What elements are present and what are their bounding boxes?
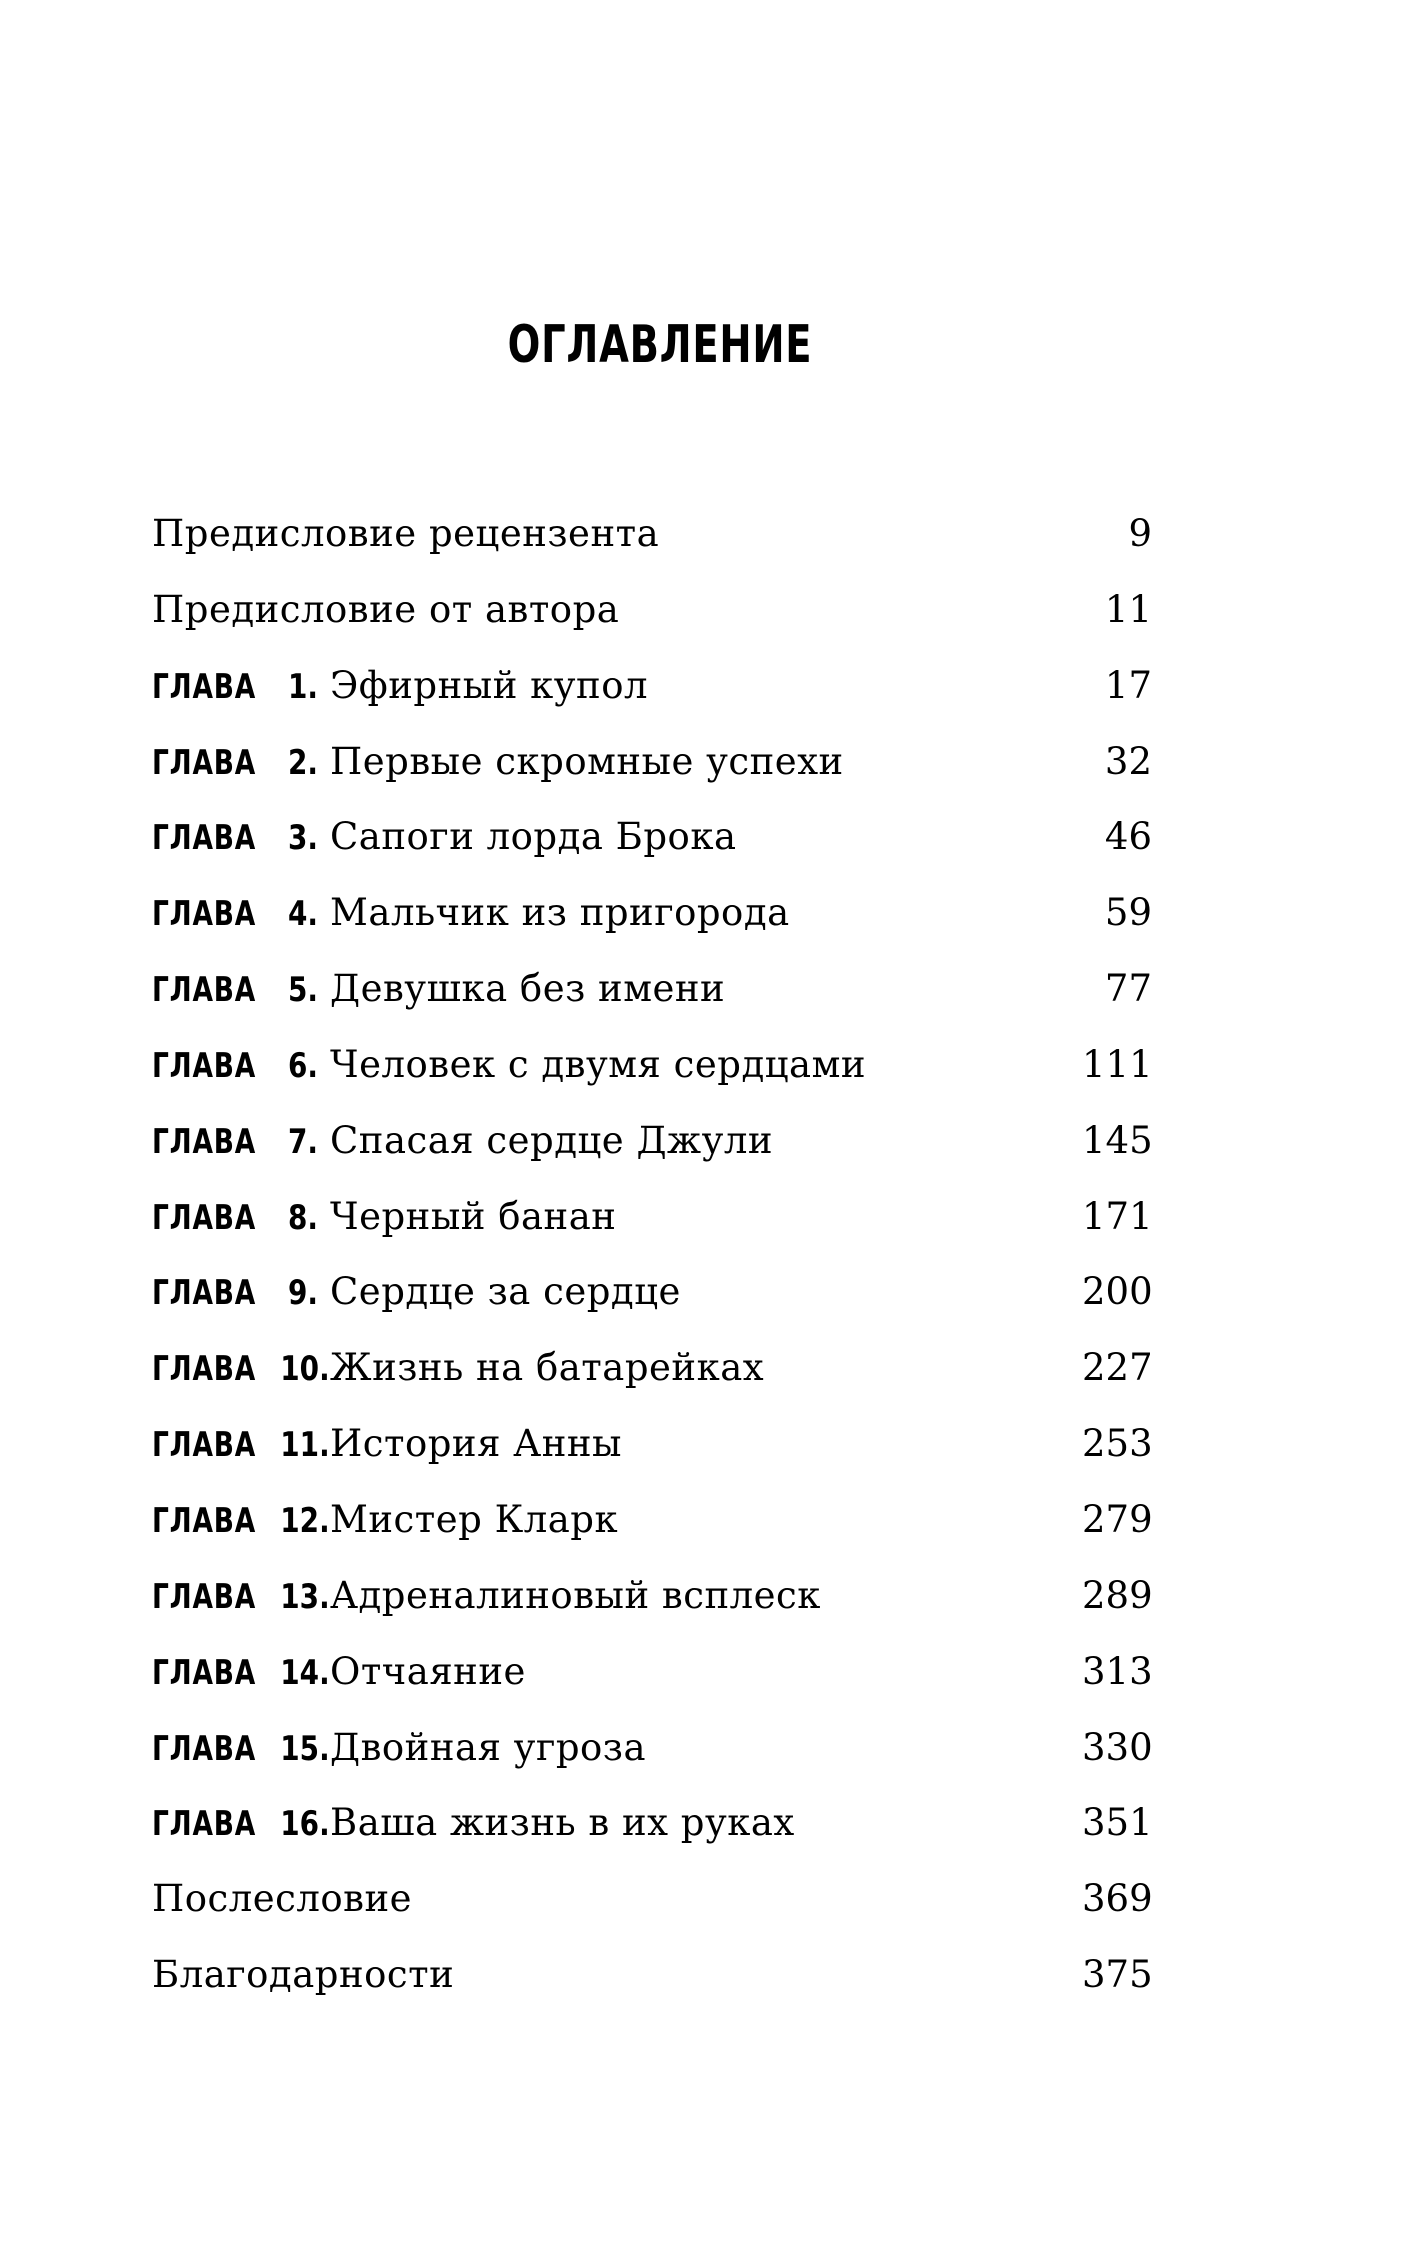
entry-title: Жизнь на батарейках: [330, 1346, 765, 1390]
chapter-label: ГЛАВА: [152, 1652, 257, 1693]
entry-title: Двойная угроза: [330, 1725, 647, 1769]
chapter-number: 5.: [288, 970, 318, 1011]
dot-leader: [850, 773, 1074, 774]
page-number: 369: [1082, 1877, 1153, 1921]
entry-title: Отчаяние: [330, 1649, 526, 1693]
chapter-label: ГЛАВА: [152, 1197, 257, 1238]
entry-title: Эфирный купол: [330, 663, 648, 707]
toc-entry[interactable]: [152, 1634, 1152, 1710]
page-number: 279: [1082, 1497, 1153, 1541]
chapter-label: ГЛАВА: [152, 1728, 257, 1769]
entry-title: История Анны: [330, 1422, 622, 1466]
chapter-label: ГЛАВА: [152, 1045, 257, 1086]
toc-entry[interactable]: [152, 1179, 1152, 1255]
dot-leader: [872, 1076, 1074, 1077]
chapter-number: 1.: [288, 666, 318, 707]
dot-leader: [652, 1759, 1074, 1760]
dot-leader: [770, 1379, 1074, 1380]
toc-entry[interactable]: [152, 1710, 1152, 1786]
page-number: 313: [1082, 1649, 1153, 1693]
chapter-label: ГЛАВА: [152, 1425, 257, 1466]
dot-leader: [801, 1834, 1074, 1835]
chapter-label: ГЛАВА: [152, 666, 257, 707]
page-title: ОГЛАВЛЕНИЕ: [507, 315, 813, 375]
page-number: 227: [1082, 1346, 1153, 1390]
entry-title: Сердце за сердце: [330, 1270, 681, 1314]
chapter-number: 12.: [280, 1500, 330, 1541]
dot-leader: [625, 621, 1074, 622]
entry-title: Ваша жизнь в их руках: [330, 1801, 795, 1845]
entry-title: Человек с двумя сердцами: [330, 1042, 867, 1086]
page-number: 11: [1104, 587, 1152, 631]
chapter-number: 15.: [280, 1728, 330, 1769]
chapter-label: ГЛАВА: [152, 1349, 257, 1390]
dot-leader: [622, 1228, 1074, 1229]
dot-leader: [779, 1152, 1074, 1153]
toc-entry[interactable]: [152, 1937, 1152, 2013]
page-number: 9: [1128, 512, 1152, 555]
entry-title: Спасая сердце Джули: [330, 1118, 774, 1162]
dot-leader: [418, 1910, 1074, 1911]
chapter-number: 14.: [280, 1652, 330, 1693]
entry-title: Мистер Кларк: [330, 1497, 619, 1541]
entry-title: Адреналиновый всплеск: [330, 1573, 821, 1617]
page-number: 17: [1104, 663, 1152, 707]
page-number: 46: [1104, 815, 1152, 859]
page-number: 200: [1082, 1270, 1153, 1314]
dot-leader: [532, 1683, 1074, 1684]
dot-leader: [827, 1607, 1074, 1608]
toc-entry[interactable]: [152, 1558, 1152, 1634]
chapter-number: 2.: [288, 742, 318, 783]
entry-title: Девушка без имени: [330, 967, 726, 1011]
dot-leader: [743, 848, 1074, 849]
toc-entry[interactable]: [152, 1330, 1152, 1406]
entry-title: Предисловие рецензента: [152, 512, 660, 555]
dot-leader: [460, 1986, 1074, 1987]
page-number: 375: [1082, 1953, 1153, 1997]
page-number: 145: [1082, 1118, 1153, 1162]
page-number: 351: [1082, 1801, 1153, 1845]
toc-list: [152, 496, 1152, 2013]
page-number: 32: [1104, 739, 1152, 783]
toc-entry[interactable]: [152, 951, 1152, 1027]
toc-entry[interactable]: [152, 1482, 1152, 1558]
toc-entry[interactable]: [152, 572, 1152, 648]
chapter-number: 6.: [288, 1045, 318, 1086]
chapter-number: 16.: [280, 1804, 330, 1845]
chapter-number: 13.: [280, 1576, 330, 1617]
chapter-number: 11.: [280, 1425, 330, 1466]
entry-title: Черный банан: [330, 1194, 617, 1238]
page-number: 289: [1082, 1573, 1153, 1617]
chapter-number: 8.: [288, 1197, 318, 1238]
page-number: 253: [1082, 1422, 1153, 1466]
page-number: 111: [1082, 1042, 1153, 1086]
toc-entry[interactable]: [152, 875, 1152, 951]
toc-entry[interactable]: [152, 1861, 1152, 1937]
chapter-label: ГЛАВА: [152, 1500, 257, 1541]
toc-entry[interactable]: [152, 1027, 1152, 1103]
entry-title: Сапоги лорда Брока: [330, 815, 737, 859]
chapter-label: ГЛАВА: [152, 742, 257, 783]
entry-title: Первые скромные успехи: [330, 739, 844, 783]
dot-leader: [796, 924, 1074, 925]
page-number: 330: [1082, 1725, 1153, 1769]
entry-title: Благодарности: [152, 1953, 455, 1997]
toc-entry[interactable]: [152, 1785, 1152, 1861]
dot-leader: [687, 1303, 1074, 1304]
chapter-label: ГЛАВА: [152, 894, 257, 935]
chapter-label: ГЛАВА: [152, 1121, 257, 1162]
page-number: 171: [1082, 1194, 1153, 1238]
entry-title: Предисловие от автора: [152, 587, 620, 631]
chapter-number: 4.: [288, 894, 318, 935]
toc-entry[interactable]: [152, 1254, 1152, 1330]
toc-entry[interactable]: [152, 648, 1152, 724]
toc-entry[interactable]: [152, 496, 1152, 572]
dot-leader: [654, 697, 1074, 698]
page-number: 59: [1104, 891, 1152, 935]
chapter-label: ГЛАВА: [152, 1576, 257, 1617]
chapter-label: ГЛАВА: [152, 970, 257, 1011]
dot-leader: [665, 545, 1074, 546]
chapter-label: ГЛАВА: [152, 1804, 257, 1845]
toc-entry[interactable]: [152, 724, 1152, 800]
toc-entry[interactable]: [152, 1406, 1152, 1482]
page-number: 77: [1104, 967, 1152, 1011]
entry-title: Послесловие: [152, 1877, 413, 1921]
entry-title: Мальчик из пригорода: [330, 891, 790, 935]
chapter-number: 3.: [288, 818, 318, 859]
chapter-label: ГЛАВА: [152, 818, 257, 859]
dot-leader: [628, 1455, 1074, 1456]
chapter-label: ГЛАВА: [152, 1273, 257, 1314]
chapter-number: 10.: [280, 1349, 330, 1390]
chapter-number: 7.: [288, 1121, 318, 1162]
toc-entry[interactable]: [152, 1103, 1152, 1179]
dot-leader: [731, 1000, 1074, 1001]
toc-entry[interactable]: [152, 799, 1152, 875]
dot-leader: [624, 1531, 1074, 1532]
chapter-number: 9.: [288, 1273, 318, 1314]
